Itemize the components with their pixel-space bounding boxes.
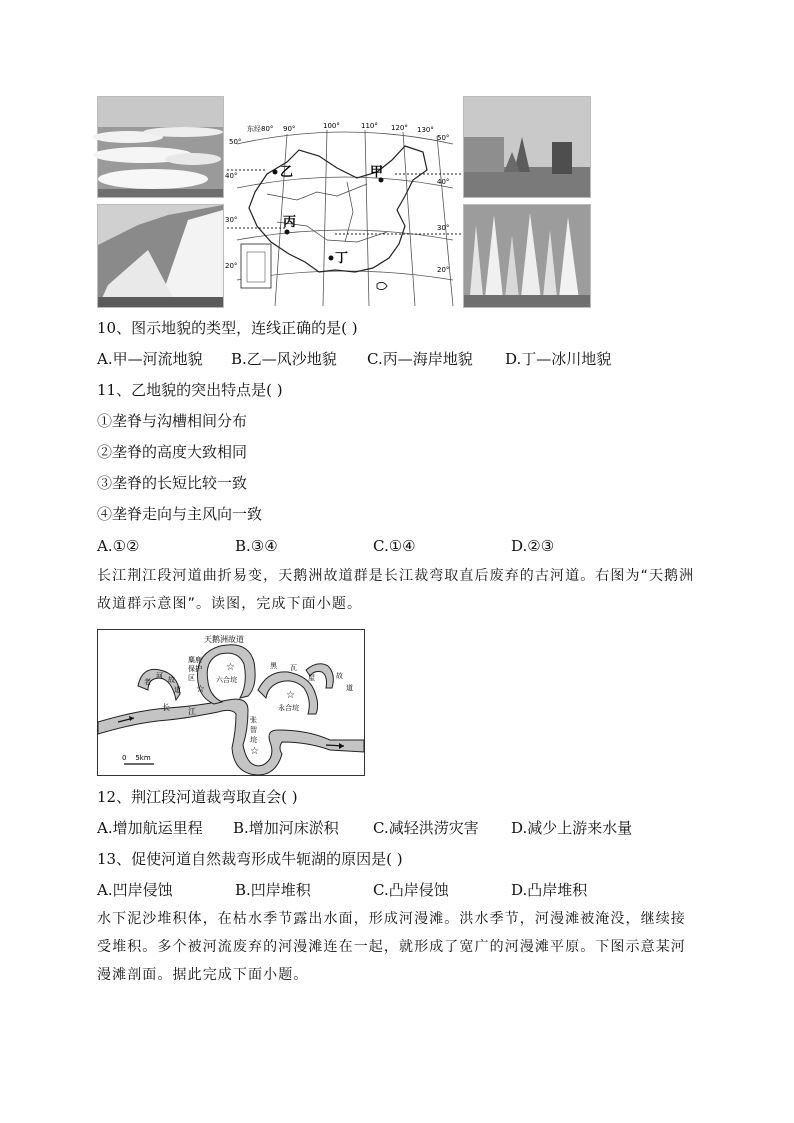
lat-right-20: 20° bbox=[437, 266, 450, 274]
q13-option-c[interactable]: C.凸岸侵蚀 bbox=[373, 881, 449, 899]
label-lao: 老 bbox=[144, 678, 151, 686]
label-liuhe: 六合垸 bbox=[216, 676, 237, 684]
q12-options bbox=[97, 818, 632, 838]
label-yi: 乙 bbox=[280, 165, 294, 180]
lon-label-120: 120° bbox=[391, 124, 408, 132]
q10-options bbox=[97, 349, 611, 369]
scale-label: 0 5km bbox=[122, 754, 151, 762]
lon-line-130 bbox=[437, 136, 453, 306]
label-hei: 黑 bbox=[270, 662, 277, 670]
q12-option-c[interactable]: C.减轻洪涝灾害 bbox=[373, 819, 479, 837]
q11-option-b[interactable]: B.③④ bbox=[235, 537, 278, 555]
lon-prefix-label: 东经80° bbox=[247, 125, 274, 133]
q11-statement-3: ③垄脊的长短比较一致 bbox=[97, 474, 248, 492]
lon-label-130: 130° bbox=[417, 126, 434, 134]
label-yuan: 垸 bbox=[250, 736, 257, 744]
point-bing bbox=[285, 230, 290, 235]
label-he: 河 bbox=[156, 672, 163, 680]
q13-stem: 13、促使河道自然裁弯形成牛轭湖的原因是( ) bbox=[97, 850, 403, 868]
q13-option-b[interactable]: B.凹岸堆积 bbox=[235, 881, 311, 899]
q11-statement-2: ②垄脊的高度大致相同 bbox=[97, 443, 248, 461]
q10-option-b[interactable]: B.乙—风沙地貌 bbox=[231, 350, 337, 368]
label-dao2: 道 bbox=[346, 684, 353, 692]
label-milu-3: 区 bbox=[188, 674, 195, 682]
q10-option-c[interactable]: C.丙—海岸地貌 bbox=[367, 350, 473, 368]
passage-tianezhou: 长江荆江段河道曲折易变，天鹅洲故道群是长江裁弯取直后废弃的古河道。右图为“天鹅洲故道群示意图”。读图，完成下面小题。 bbox=[97, 568, 695, 612]
q12-option-a[interactable]: A.增加航运里程 bbox=[97, 819, 203, 837]
point-ding bbox=[329, 256, 334, 261]
q11-statement-4: ④垄脊走向与主风向一致 bbox=[97, 505, 263, 523]
south-china-sea-inset bbox=[241, 244, 271, 288]
label-tianezhou-gudao: 天鹅洲故道 bbox=[204, 635, 244, 644]
svg-text:☆: ☆ bbox=[196, 684, 205, 695]
q11-option-d[interactable]: D.②③ bbox=[511, 537, 555, 555]
tianezhou-oxbow-figure bbox=[97, 629, 365, 776]
photo-ding-landform bbox=[463, 204, 591, 308]
q11-options bbox=[97, 536, 554, 556]
passage-floodplain: 水下泥沙堆积体，在枯水季节露出水面，形成河漫滩。洪水季节，河漫滩被淹没，继续接受堆积。多个被河流废弃的河漫滩连在一起，就形成了宽广的河漫滩平原。下图示意某河漫滩剖面。据此完成下面小题。 bbox=[97, 911, 686, 983]
label-gu: 故 bbox=[168, 676, 175, 684]
q10-stem: 10、图示地貌的类型，连线正确的是( ) bbox=[97, 319, 358, 337]
point-yi bbox=[273, 170, 278, 175]
q13-option-a[interactable]: A.凹岸侵蚀 bbox=[97, 881, 173, 899]
lon-label-100: 100° bbox=[323, 122, 340, 130]
q11-option-c[interactable]: C.①④ bbox=[373, 537, 416, 555]
lon-line-100 bbox=[323, 130, 327, 306]
q11-statement-1: ①垄脊与沟槽相间分布 bbox=[97, 412, 248, 430]
lat-right-40: 40° bbox=[437, 178, 450, 186]
label-zhi: 智 bbox=[250, 726, 257, 734]
photo-jia-landform bbox=[97, 96, 224, 198]
label-chang: 长 bbox=[162, 703, 170, 712]
label-dao: 道 bbox=[174, 686, 181, 694]
label-jia: 甲 bbox=[370, 165, 384, 180]
hainan-island bbox=[377, 282, 387, 289]
q11-option-a[interactable]: A.①② bbox=[97, 537, 140, 555]
q12-stem: 12、荆江段河道裁弯取直会( ) bbox=[97, 788, 298, 806]
lat-left-50: 50° bbox=[229, 138, 242, 146]
label-milu-2: 保护 bbox=[188, 665, 202, 673]
landform-figure bbox=[97, 96, 590, 306]
photo-bing-landform bbox=[97, 204, 224, 308]
label-jiang: 江 bbox=[188, 707, 196, 716]
svg-text:☆: ☆ bbox=[286, 690, 295, 701]
svg-text:☆: ☆ bbox=[226, 662, 235, 673]
tianezhou-oxbow bbox=[197, 645, 255, 704]
q12-option-d[interactable]: D.减少上游来水量 bbox=[511, 819, 633, 837]
lon-line-120 bbox=[403, 132, 415, 306]
lat-line-40 bbox=[237, 177, 453, 188]
q12-option-b[interactable]: B.增加河床淤积 bbox=[233, 819, 339, 837]
label-wa: 瓦 bbox=[290, 664, 297, 672]
label-ding: 丁 bbox=[335, 251, 349, 266]
lon-line-110 bbox=[365, 130, 369, 306]
label-yonghe: 永合垸 bbox=[278, 704, 299, 712]
lat-right-50: 50° bbox=[437, 134, 450, 142]
photo-yi-landform bbox=[463, 96, 591, 198]
q10-option-d[interactable]: D.丁—冰川地貌 bbox=[505, 350, 612, 368]
q13-option-d[interactable]: D.凸岸堆积 bbox=[511, 881, 588, 899]
lat-left-20: 20° bbox=[225, 262, 238, 270]
lat-left-30: 30° bbox=[225, 216, 238, 224]
lat-line-30 bbox=[237, 230, 453, 240]
label-milu-1: 麋鹿 bbox=[188, 656, 202, 664]
q10-option-a[interactable]: A.甲—河流地貌 bbox=[97, 350, 203, 368]
label-wu: 屋 bbox=[308, 674, 315, 682]
china-landform-map bbox=[227, 122, 463, 306]
lon-label-90: 90° bbox=[283, 125, 296, 133]
label-gu2: 故 bbox=[336, 672, 343, 680]
q11-stem: 11、乙地貌的突出特点是( ) bbox=[97, 381, 283, 399]
lon-label-110: 110° bbox=[361, 122, 378, 130]
lat-right-30: 30° bbox=[437, 224, 450, 232]
q13-options bbox=[97, 880, 587, 900]
label-zhang: 张 bbox=[250, 716, 257, 724]
lat-left-40: 40° bbox=[225, 172, 238, 180]
label-bing: 丙 bbox=[283, 215, 297, 230]
svg-text:☆: ☆ bbox=[250, 746, 259, 757]
